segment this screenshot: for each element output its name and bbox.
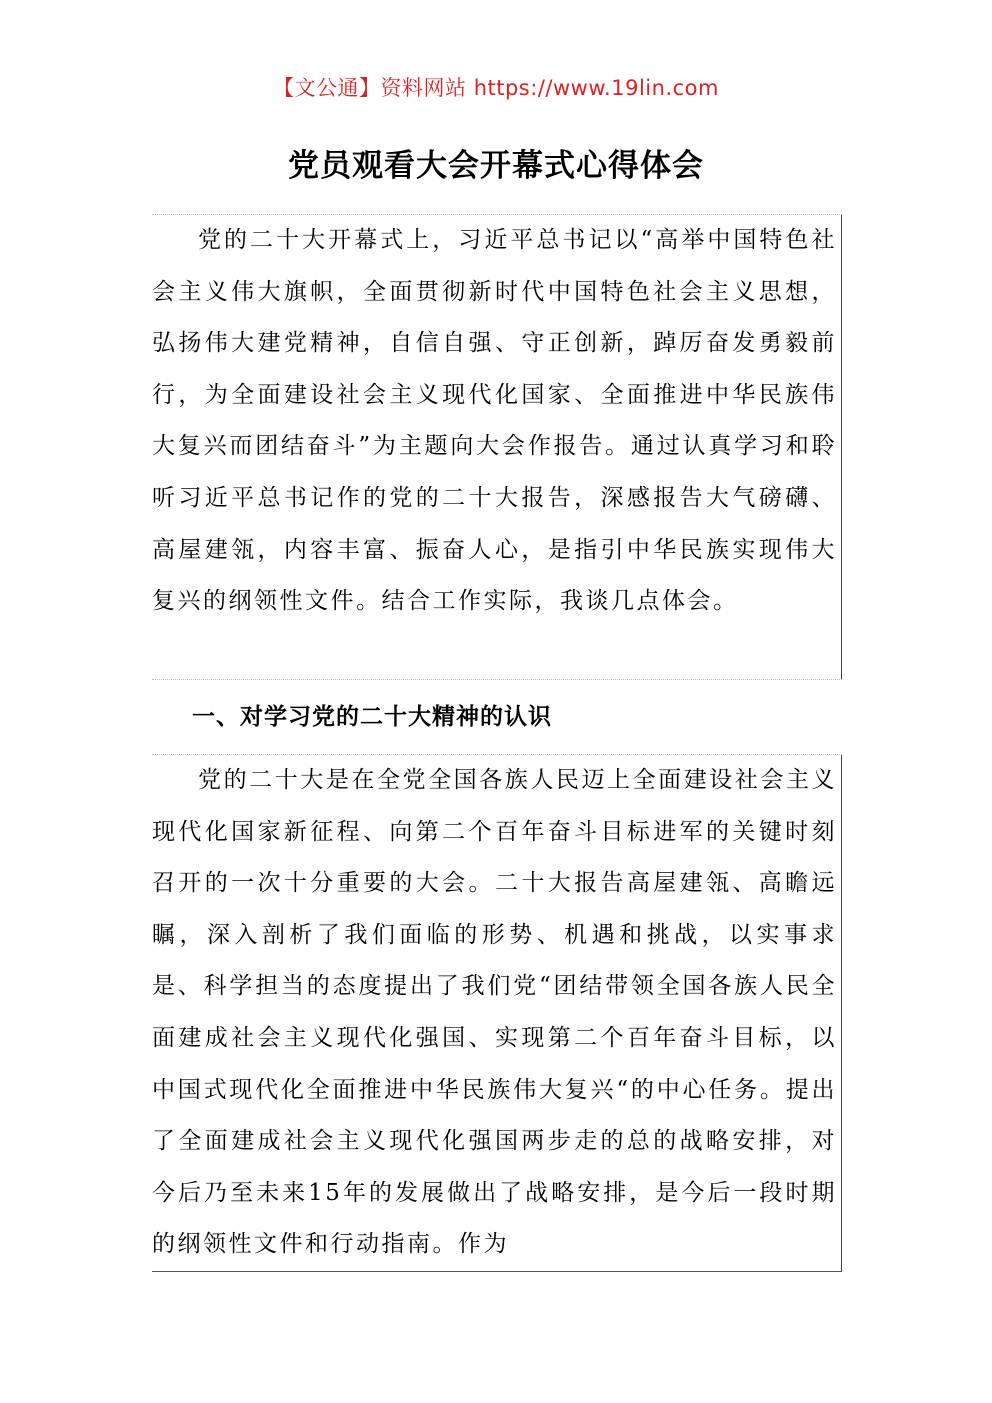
site-header-link: 【文公通】资料网站 https://www.19lin.com [273, 76, 719, 100]
page-bottom-rule [152, 1271, 842, 1272]
section-heading: 一、对学习党的二十大精神的认识 [192, 704, 552, 730]
paragraph-intro: 党的二十大开幕式上，习近平总书记以“高举中国特色社会主义伟大旗帜，全面贯彻新时代中国特色社会主义思想，弘扬伟大建党精神，自信自强、守正创新，踔厉奋发勇毅前行，为全面建设社会主义现代化国家、全面推进中华民族伟大复兴而团结奋斗”为主题向大会作报告。通过认真学习和聆听习近平总书记作的党的二十大报告，深感报告大气磅礴、高屋建瓴，内容丰富、振奋人心，是指引中华民族实现伟大复兴的纲领性文件。结合工作实际，我谈几点体会。 [152, 215, 842, 679]
document-body [152, 214, 842, 1272]
document-title: 党员观看大会开幕式心得体会 [288, 148, 704, 184]
paragraph-section-1: 党的二十大是在全党全国各族人民迈上全面建设社会主义现代化国家新征程、向第二个百年奋斗目标进军的关键时刻召开的一次十分重要的大会。二十大报告高屋建瓴、高瞻远瞩，深入剖析了我们面临的形势、机遇和挑战，以实事求是、科学担当的态度提出了我们党“团结带领全国各族人民全面建成社会主义现代化强国、实现第二个百年奋斗目标，以中国式现代化全面推进中华民族伟大复兴“的中心任务。提出了全面建成社会主义现代化强国两步走的总的战略安排，对今后乃至未来15年的发展做出了战略安排，是今后一段时期的纲领性文件和行动指南。作为 [152, 755, 842, 1271]
